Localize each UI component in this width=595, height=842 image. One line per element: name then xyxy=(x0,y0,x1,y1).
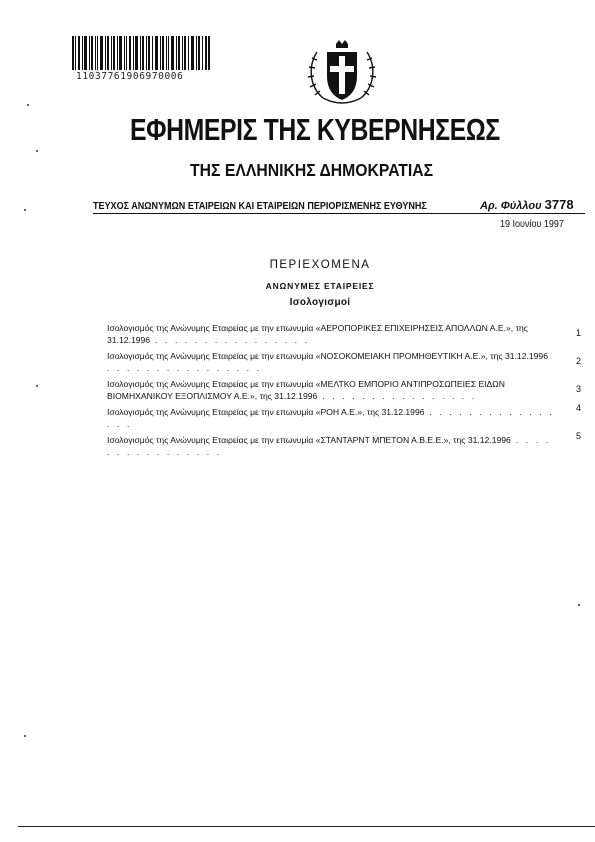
table-of-contents xyxy=(107,323,585,463)
toc-item[interactable] xyxy=(107,351,585,374)
scan-speck xyxy=(578,604,580,606)
toc-item-text: Ισολογισμός της Ανώνυμης Εταιρείας με την επωνυμία «ΜΕΛΤΚΟ ΕΜΠΟΡΙΟ ΑΝΤΙΠΡΟΣΩΠΕΙΕΣ ΕΙΔΩΝ ΒΙΟΜΗΧΑΝΙΚΟΥ ΕΞΟΠΛΙΣΜΟΥ Α.Ε.», της 31.12.1996 . . . . . . . . . . . . . . . . xyxy=(107,379,505,401)
issue-label: ΤΕΥΧΟΣ ΑΝΩΝΥΜΩΝ ΕΤΑΙΡΕΙΩΝ ΚΑΙ ΕΤΑΙΡΕΙΩΝ ΠΕΡΙΟΡΙΣΜΕΝΗΣ ΕΥΘΥΝΗΣ xyxy=(93,200,427,212)
toc-item-page: 1 xyxy=(575,328,581,338)
scan-speck xyxy=(24,209,26,211)
scan-speck xyxy=(24,735,26,737)
toc-item-page: 3 xyxy=(575,384,581,394)
toc-item-text: Ισολογισμός της Ανώνυμης Εταιρείας με την επωνυμία «ΑΕΡΟΠΟΡΙΚΕΣ ΕΠΙΧΕΙΡΗΣΕΙΣ ΑΠΟΛΛΩΝ Α.Ε.», της 31.12.1996 . . . . . . . . . . . . . . . . xyxy=(107,323,528,345)
dot-leader: . . . . . . . . . . . . . . . . xyxy=(107,362,262,373)
dot-leader: . . . . . . . . . . . . . . . . xyxy=(107,407,555,429)
toc-item-text: Ισολογισμός της Ανώνυμης Εταιρείας με την επωνυμία «ΡΟΗ Α.Ε.», της 31.12.1996 . . . . . . . . . . . . . . . . xyxy=(107,407,555,429)
barcode-number: 11037761906970006 xyxy=(76,71,184,82)
sheet-prefix: Αρ. Φύλλου xyxy=(480,200,542,212)
contents-heading: ΠΕΡΙΕΧΟΜΕΝΑ xyxy=(269,259,371,271)
sheet-number-value: 3778 xyxy=(544,197,574,212)
toc-item-page: 2 xyxy=(575,356,581,366)
barcode xyxy=(72,36,210,70)
toc-item[interactable] xyxy=(107,431,585,458)
scan-speck xyxy=(36,385,38,387)
coat-of-arms-emblem xyxy=(303,38,381,110)
toc-item[interactable] xyxy=(107,379,585,402)
issue-rule xyxy=(93,213,585,214)
toc-item[interactable] xyxy=(107,323,585,346)
toc-item-text: Ισολογισμός της Ανώνυμης Εταιρείας με την επωνυμία «ΣΤΑΝΤΑΡΝΤ ΜΠΕΤΟΝ Α.Β.Ε.Ε.», της 31.12.1996 . . . . . . . . . . . . . . . . xyxy=(107,435,551,457)
toc-item-text: Ισολογισμός της Ανώνυμης Εταιρείας με την επωνυμία «ΝΟΣΟΚΟΜΕΙΑΚΗ ΠΡΟΜΗΘΕΥΤΙΚΗ Α.Ε.», της 31.12.1996 . . . . . . . . . . . . . . . . xyxy=(107,351,548,373)
bottom-rule xyxy=(18,826,595,827)
section-heading: ΑΝΩΝΥΜΕΣ ΕΤΑΙΡΕΙΕΣ xyxy=(265,281,375,291)
dot-leader: . . . . . . . . . . . . . . . . xyxy=(150,334,310,345)
masthead-title-text: ΕΦΗΜΕΡΙΣ ΤΗΣ ΚΥΒΕΡΝΗΣΕΩΣ xyxy=(130,112,500,147)
scan-speck xyxy=(36,150,38,152)
toc-item-page: 4 xyxy=(575,403,581,413)
toc-item-page: 5 xyxy=(575,431,581,441)
masthead-subtitle: ΤΗΣ ΕΛΛΗΝΙΚΗΣ ΔΗΜΟΚΡΑΤΙΑΣ xyxy=(190,160,434,180)
dot-leader: . . . . . . . . . . . . . . . . xyxy=(317,390,477,401)
issue-date: 19 Ιουνίου 1997 xyxy=(500,219,564,230)
subsection-heading: Ισολογισμοί xyxy=(289,297,351,308)
dot-leader: . . . . . . . . . . . . . . . . xyxy=(107,435,551,457)
sheet-number xyxy=(480,197,574,212)
scan-speck xyxy=(27,104,29,106)
toc-item[interactable] xyxy=(107,403,585,430)
